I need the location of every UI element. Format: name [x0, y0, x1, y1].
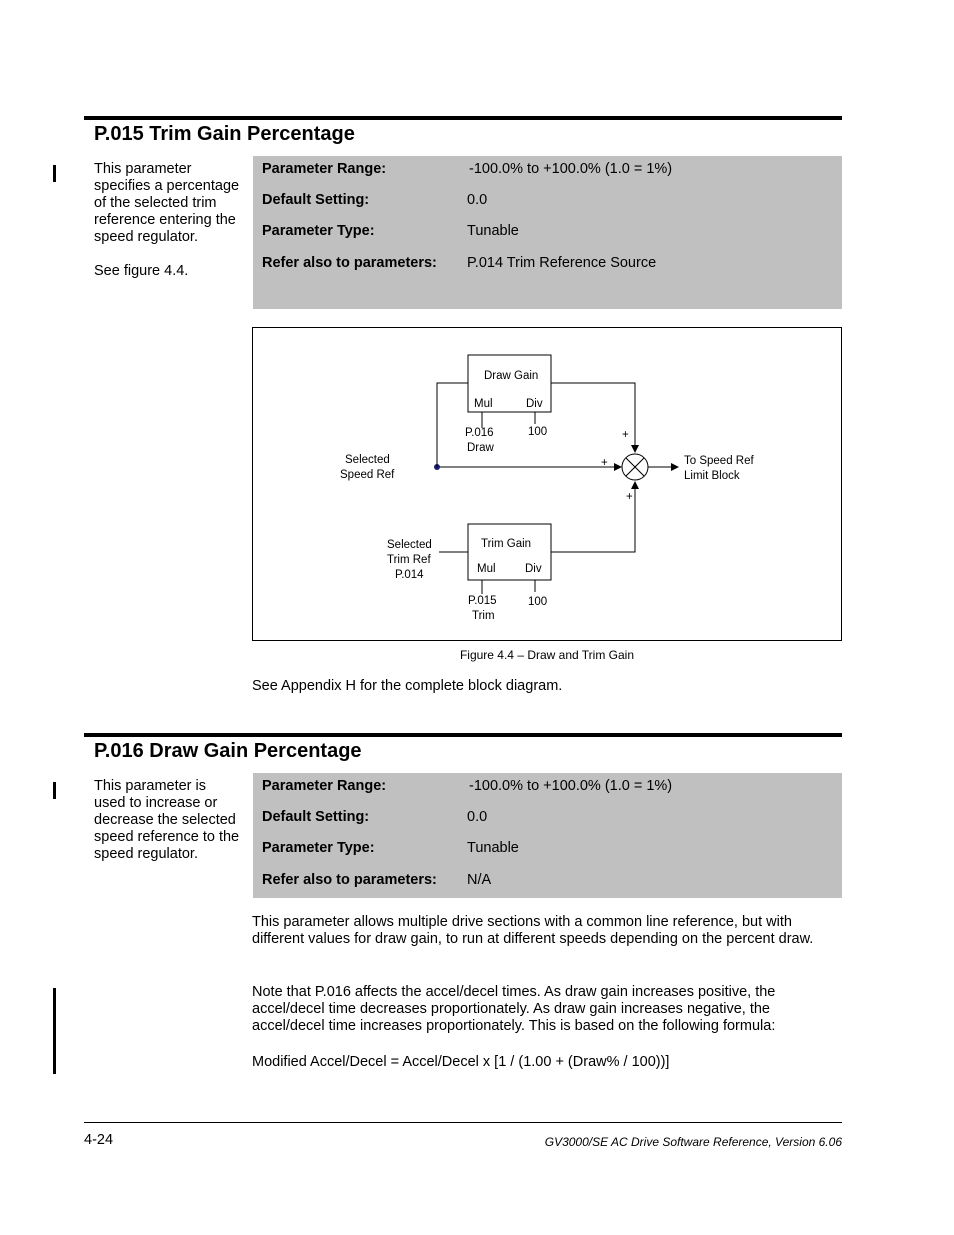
plus-sign: +	[622, 429, 629, 441]
section-title: P.015 Trim Gain Percentage	[94, 123, 355, 145]
trim-div-input-label: 100	[528, 596, 548, 608]
block-diagram	[252, 327, 842, 641]
trim-output-line	[551, 482, 635, 552]
section-description	[94, 778, 240, 863]
footer-rule	[84, 1122, 842, 1123]
draw-mul-label: Mul	[474, 398, 493, 410]
param-key: Parameter Type:	[262, 223, 375, 239]
section-rule	[84, 733, 842, 737]
param-value: P.014 Trim Reference Source	[467, 255, 657, 271]
section-title: P.016 Draw Gain Percentage	[94, 740, 362, 762]
trim-mul-input-label-2: Trim	[472, 610, 495, 622]
draw-div-label: Div	[526, 398, 543, 410]
param-key: Default Setting:	[262, 809, 370, 825]
diagram-svg	[253, 328, 843, 642]
param-value: -100.0% to +100.0% (1.0 = 1%)	[469, 778, 673, 794]
parameter-table	[253, 773, 842, 898]
trim-mul-input-label: P.015	[468, 595, 497, 607]
draw-gain-title: Draw Gain	[484, 370, 539, 382]
output-label: To Speed Ref	[684, 455, 754, 467]
appendix-note: See Appendix H for the complete block diagram.	[252, 678, 563, 694]
trim-div-label: Div	[525, 563, 542, 575]
section-description	[94, 161, 240, 280]
param-key: Parameter Range:	[262, 161, 387, 177]
plus-sign: +	[601, 457, 608, 469]
draw-div-input-label: 100	[528, 426, 548, 438]
body-paragraph: Note that P.016 affects the accel/decel times. As draw gain increases positive, the accel/decel time decreases proportionately. As draw gain increases negative, the accel/decel time increases proportionately. This is based on the following formula:	[252, 984, 776, 1034]
formula-text: Modified Accel/Decel = Accel/Decel x [1 / (1.00 + (Draw% / 100))]	[252, 1054, 670, 1070]
trim-gain-title: Trim Gain	[481, 538, 532, 550]
change-bar	[53, 782, 56, 799]
selected-speed-ref-label-2: Speed Ref	[340, 469, 395, 481]
see-figure-text: See figure 4.4.	[94, 263, 189, 279]
page-number: 4-24	[84, 1132, 114, 1148]
trim-mul-label: Mul	[477, 563, 496, 575]
change-bar	[53, 988, 56, 1074]
selected-trim-ref-label-3: P.014	[395, 569, 424, 581]
document-title: GV3000/SE AC Drive Software Reference, Version 6.06	[544, 1135, 842, 1149]
param-value: 0.0	[467, 192, 488, 208]
selected-speed-ref-label: Selected	[345, 454, 390, 466]
description-text: This parameter is used to increase or decrease the selected speed reference to the speed regulator.	[94, 778, 240, 862]
body-paragraph: This parameter allows multiple drive sections with a common line reference, but with different values for draw gain, to run at different speeds depending on the percent draw.	[252, 914, 814, 947]
draw-mul-input-label: P.016	[465, 427, 494, 439]
param-key: Parameter Range:	[262, 778, 387, 794]
param-key: Refer also to parameters:	[262, 255, 437, 271]
param-value: N/A	[467, 872, 492, 888]
param-value: Tunable	[467, 840, 519, 856]
section-rule	[84, 116, 842, 120]
draw-mul-input-label-2: Draw	[467, 442, 494, 454]
description-text: This parameter specifies a percentage of the selected trim reference entering the speed regulator.	[94, 161, 240, 245]
param-value: -100.0% to +100.0% (1.0 = 1%)	[469, 161, 673, 177]
output-label-2: Limit Block	[684, 470, 740, 482]
param-key: Default Setting:	[262, 192, 370, 208]
figure-caption: Figure 4.4 – Draw and Trim Gain	[459, 648, 635, 662]
draw-output-line	[551, 383, 635, 452]
param-value: 0.0	[467, 809, 488, 825]
plus-sign: +	[626, 491, 633, 503]
param-key: Parameter Type:	[262, 840, 375, 856]
change-bar	[53, 165, 56, 182]
draw-branch-line	[437, 383, 468, 467]
selected-trim-ref-label-2: Trim Ref	[387, 554, 431, 566]
param-key: Refer also to parameters:	[262, 872, 437, 888]
selected-trim-ref-label: Selected	[387, 539, 432, 551]
param-value: Tunable	[467, 223, 519, 239]
parameter-table	[253, 156, 842, 309]
